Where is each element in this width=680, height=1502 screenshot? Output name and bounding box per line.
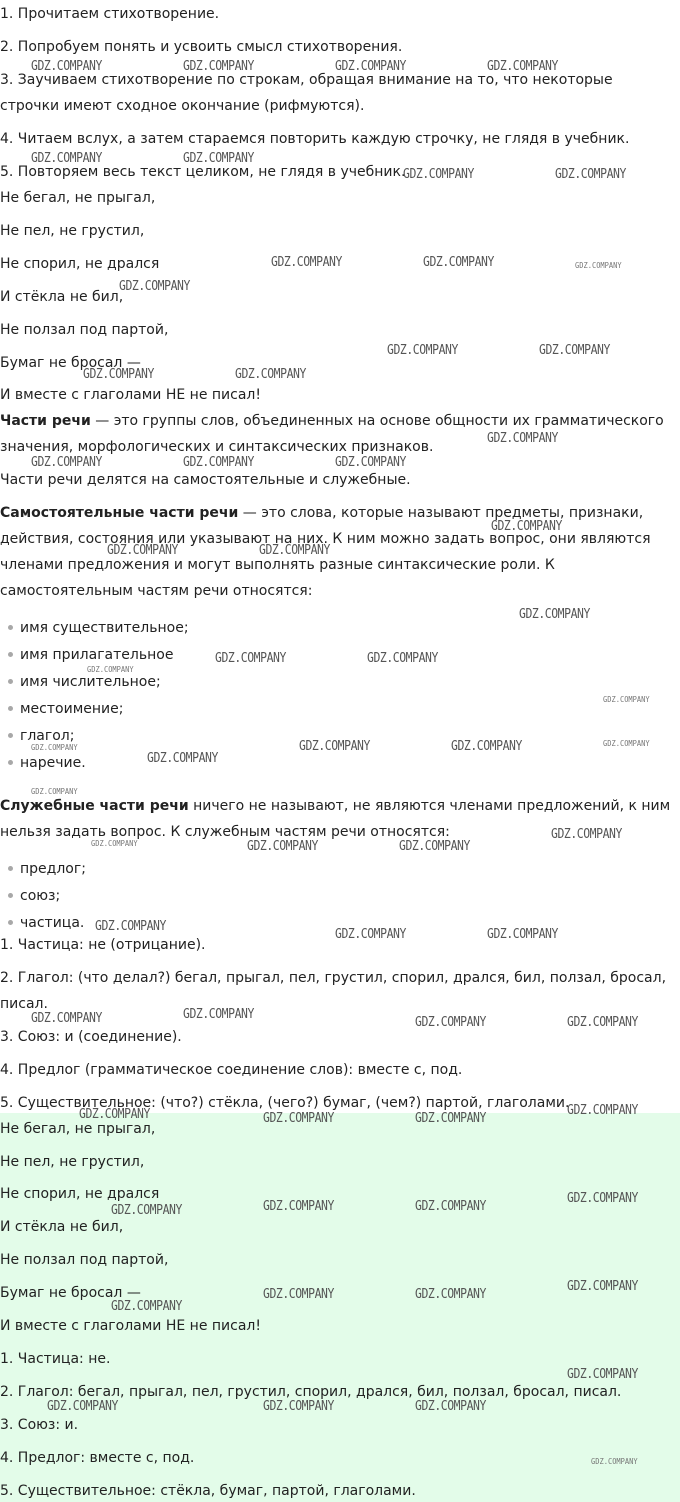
bullet-icon (8, 652, 13, 657)
bullet-icon (8, 920, 13, 925)
intro-step-2: 2. Попробуем понять и усвоить смысл стихотворения. (0, 39, 403, 55)
poem-line-3: Не спорил, не дрался (0, 256, 160, 272)
watermark: GDZ.COMPANY (183, 455, 254, 470)
answer-summary-1: 1. Частица: не. (0, 1351, 111, 1367)
intro-step-5: 5. Повторяем весь текст целиком, не глядя в учебник. (0, 164, 406, 180)
bullet-icon (8, 706, 13, 711)
watermark: GDZ.COMPANY (31, 151, 102, 166)
watermark: GDZ.COMPANY (47, 1399, 118, 1414)
watermark: GDZ.COMPANY (567, 1279, 638, 1294)
independent-line-4: самостоятельным частям речи относятся: (0, 583, 313, 599)
service-term: Служебные части речи (0, 798, 189, 814)
watermark: GDZ.COMPANY (299, 739, 370, 754)
watermark: GDZ.COMPANY (87, 665, 134, 674)
definition-line-2: значения, морфологических и синтаксических признаков. (0, 439, 434, 455)
watermark: GDZ.COMPANY (111, 1299, 182, 1314)
list-item: имя прилагательное (8, 646, 173, 664)
definition-text: — это группы слов, объединенных на основе общности их грамматического (90, 413, 664, 429)
watermark: GDZ.COMPANY (415, 1287, 486, 1302)
watermark: GDZ.COMPANY (259, 543, 330, 558)
bullet-icon (8, 679, 13, 684)
watermark: GDZ.COMPANY (183, 1007, 254, 1022)
intro-step-1: 1. Прочитаем стихотворение. (0, 6, 220, 22)
watermark: GDZ.COMPANY (415, 1199, 486, 1214)
watermark: GDZ.COMPANY (95, 919, 166, 934)
watermark: GDZ.COMPANY (567, 1015, 638, 1030)
service-definition (0, 797, 670, 815)
watermark: GDZ.COMPANY (491, 519, 562, 534)
watermark: GDZ.COMPANY (567, 1367, 638, 1382)
watermark: GDZ.COMPANY (83, 367, 154, 382)
watermark: GDZ.COMPANY (31, 59, 102, 74)
watermark: GDZ.COMPANY (31, 1011, 102, 1026)
independent-text: — это слова, которые называют предметы, признаки, (238, 505, 644, 521)
definition-term: Части речи (0, 413, 91, 429)
independent-definition (0, 504, 643, 522)
watermark: GDZ.COMPANY (591, 1457, 638, 1466)
analysis-2-continued: писал. (0, 996, 48, 1012)
answer-poem-line-2: Не пел, не грустил, (0, 1154, 145, 1170)
list-item: глагол; (8, 727, 74, 745)
analysis-3: 3. Союз: и (соединение). (0, 1029, 182, 1045)
watermark: GDZ.COMPANY (263, 1199, 334, 1214)
answer-poem-line-6: Бумаг не бросал — (0, 1285, 141, 1301)
analysis-1: 1. Частица: не (отрицание). (0, 937, 206, 953)
watermark: GDZ.COMPANY (415, 1399, 486, 1414)
analysis-4: 4. Предлог (грамматическое соединение слов): вместе с, под. (0, 1062, 463, 1078)
watermark: GDZ.COMPANY (335, 455, 406, 470)
list-item: союз; (8, 887, 60, 905)
poem-line-2: Не пел, не грустил, (0, 223, 145, 239)
watermark: GDZ.COMPANY (555, 167, 626, 182)
answer-poem-line-4: И стёкла не бил, (0, 1219, 124, 1235)
watermark: GDZ.COMPANY (487, 431, 558, 446)
watermark: GDZ.COMPANY (603, 695, 650, 704)
analysis-5: 5. Существительное: (что?) стёкла, (чего?) бумаг, (чем?) партой, глаголами. (0, 1095, 570, 1111)
independent-term: Самостоятельные части речи (0, 505, 239, 521)
watermark: GDZ.COMPANY (367, 651, 438, 666)
watermark: GDZ.COMPANY (247, 839, 318, 854)
watermark: GDZ.COMPANY (79, 1107, 150, 1122)
watermark: GDZ.COMPANY (31, 455, 102, 470)
watermark: GDZ.COMPANY (603, 739, 650, 748)
watermark: GDZ.COMPANY (399, 839, 470, 854)
watermark: GDZ.COMPANY (519, 607, 590, 622)
watermark: GDZ.COMPANY (487, 927, 558, 942)
watermark: GDZ.COMPANY (263, 1111, 334, 1126)
watermark: GDZ.COMPANY (91, 839, 138, 848)
list-item: имя числительное; (8, 673, 161, 691)
watermark: GDZ.COMPANY (183, 151, 254, 166)
watermark: GDZ.COMPANY (567, 1103, 638, 1118)
bullet-icon (8, 733, 13, 738)
watermark: GDZ.COMPANY (487, 59, 558, 74)
watermark: GDZ.COMPANY (119, 279, 190, 294)
division-sentence: Части речи делятся на самостоятельные и служебные. (0, 472, 411, 488)
poem-line-5: Не ползал под партой, (0, 322, 169, 338)
answer-highlight-block (0, 1113, 680, 1502)
list-item: местоимение; (8, 700, 123, 718)
watermark: GDZ.COMPANY (271, 255, 342, 270)
watermark: GDZ.COMPANY (575, 261, 622, 270)
watermark: GDZ.COMPANY (31, 743, 78, 752)
watermark: GDZ.COMPANY (539, 343, 610, 358)
watermark: GDZ.COMPANY (235, 367, 306, 382)
list-item: наречие. (8, 754, 86, 772)
answer-poem-line-5: Не ползал под партой, (0, 1252, 169, 1268)
parts-of-speech-definition (0, 412, 664, 430)
watermark: GDZ.COMPANY (423, 255, 494, 270)
answer-summary-4: 4. Предлог: вместе с, под. (0, 1450, 195, 1466)
watermark: GDZ.COMPANY (107, 543, 178, 558)
watermark: GDZ.COMPANY (415, 1111, 486, 1126)
watermark: GDZ.COMPANY (263, 1287, 334, 1302)
intro-step-4: 4. Читаем вслух, а затем стараемся повторить каждую строчку, не глядя в учебник. (0, 131, 630, 147)
watermark: GDZ.COMPANY (551, 827, 622, 842)
answer-summary-5: 5. Существительное: стёкла, бумаг, партой, глаголами. (0, 1483, 416, 1499)
list-item: частица. (8, 914, 84, 932)
bullet-icon (8, 866, 13, 871)
watermark: GDZ.COMPANY (335, 927, 406, 942)
analysis-2: 2. Глагол: (что делал?) бегал, прыгал, пел, грустил, спорил, дрался, бил, ползал, бросал, (0, 970, 667, 986)
independent-line-3: членами предложения и могут выполнять разные синтаксические роли. К (0, 557, 555, 573)
poem-line-1: Не бегал, не прыгал, (0, 190, 156, 206)
answer-summary-2: 2. Глагол: бегал, прыгал, пел, грустил, спорил, дрался, бил, ползал, бросал, писал. (0, 1384, 622, 1400)
bullet-icon (8, 625, 13, 630)
watermark: GDZ.COMPANY (263, 1399, 334, 1414)
watermark: GDZ.COMPANY (567, 1191, 638, 1206)
intro-step-3-continued: строчки имеют сходное окончание (рифмуются). (0, 98, 365, 114)
bullet-icon (8, 893, 13, 898)
poem-line-7: И вместе с глаголами НЕ не писал! (0, 387, 261, 403)
independent-line-2: действия, состояния или указывают на них. К ним можно задать вопрос, они являются (0, 531, 651, 547)
answer-summary-3: 3. Союз: и. (0, 1417, 79, 1433)
watermark: GDZ.COMPANY (31, 787, 78, 796)
list-item: предлог; (8, 860, 86, 878)
answer-poem-line-1: Не бегал, не прыгал, (0, 1121, 156, 1137)
answer-poem-line-7: И вместе с глаголами НЕ не писал! (0, 1318, 261, 1334)
watermark: GDZ.COMPANY (387, 343, 458, 358)
watermark: GDZ.COMPANY (403, 167, 474, 182)
watermark: GDZ.COMPANY (335, 59, 406, 74)
watermark: GDZ.COMPANY (215, 651, 286, 666)
watermark: GDZ.COMPANY (111, 1203, 182, 1218)
intro-step-3: 3. Заучиваем стихотворение по строкам, обращая внимание на то, что некоторые (0, 72, 613, 88)
watermark: GDZ.COMPANY (183, 59, 254, 74)
list-item: имя существительное; (8, 619, 189, 637)
watermark: GDZ.COMPANY (147, 751, 218, 766)
service-text: ничего не называют, не являются членами предложений, к ним (188, 798, 671, 814)
watermark: GDZ.COMPANY (415, 1015, 486, 1030)
poem-line-6: Бумаг не бросал — (0, 355, 141, 371)
answer-poem-line-3: Не спорил, не дрался (0, 1186, 160, 1202)
poem-line-4: И стёкла не бил, (0, 289, 124, 305)
watermark: GDZ.COMPANY (451, 739, 522, 754)
service-line-2: нельзя задать вопрос. К служебным частям речи относятся: (0, 824, 450, 840)
bullet-icon (8, 760, 13, 765)
